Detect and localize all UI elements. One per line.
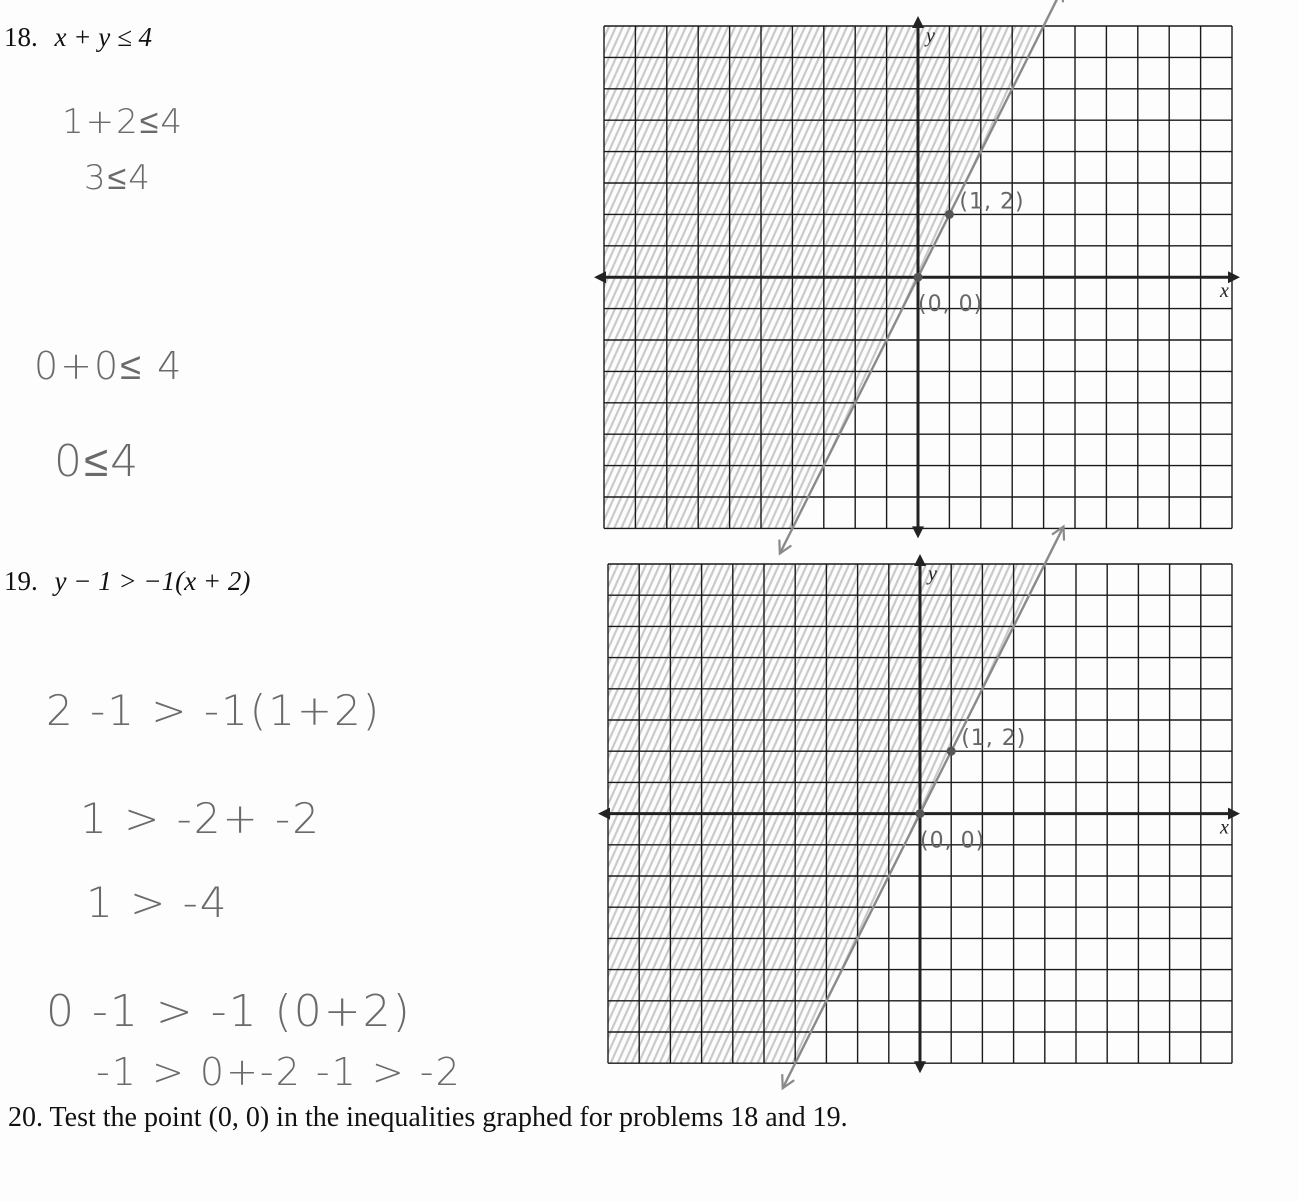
shading-stroke: [313, 26, 539, 528]
p18-work-line-1: 1+2≤4: [62, 102, 185, 142]
point-label: (0, 0): [920, 828, 986, 854]
x-axis-arrow-right: [1228, 808, 1240, 820]
shading-stroke: [376, 26, 602, 528]
x-axis-label: x: [1220, 280, 1229, 303]
shading-stroke: [0, 26, 28, 528]
shading-stroke: [306, 26, 532, 528]
y-axis-arrow-up: [914, 554, 926, 566]
shading-stroke: [1276, 564, 1299, 1063]
shading-stroke: [1258, 26, 1299, 528]
shading-stroke: [394, 564, 619, 1063]
shading-stroke: [1262, 564, 1299, 1063]
p19-work-line-5: -1 > 0+-2 -1 > -2: [96, 1050, 462, 1094]
shading-stroke: [1286, 26, 1299, 528]
shading-stroke: [180, 26, 406, 528]
graph-problem-18: [590, 0, 1230, 560]
problem-19-inequality: y − 1 > −1(x + 2): [54, 566, 251, 596]
shading-stroke: [1255, 564, 1299, 1063]
y-axis-label: y: [928, 563, 937, 585]
shading-stroke: [380, 564, 605, 1063]
shading-stroke: [222, 26, 448, 528]
p18-work-line-4: 0≤4: [54, 436, 141, 487]
shading-stroke: [152, 26, 378, 528]
shading-stroke: [1241, 564, 1299, 1063]
x-axis-label: x: [1220, 816, 1229, 839]
p18-work-line-2: 3≤4: [84, 158, 152, 198]
shading-stroke: [390, 26, 616, 528]
shading-stroke: [0, 564, 51, 1063]
shading-stroke: [1237, 26, 1299, 528]
point-label: (0, 0): [918, 292, 984, 318]
graph-problem-19: [590, 548, 1230, 1078]
shading-stroke: [215, 26, 441, 528]
shading-stroke: [0, 26, 21, 528]
shading-stroke: [1230, 26, 1299, 528]
x-axis-arrow-left: [598, 808, 610, 820]
shading-stroke: [1283, 564, 1299, 1063]
shading-stroke: [0, 26, 14, 528]
shading-stroke: [320, 26, 546, 528]
shading-stroke: [299, 26, 525, 528]
shading-stroke: [1293, 26, 1299, 528]
shading-stroke: [327, 26, 553, 528]
shading-stroke: [0, 564, 30, 1063]
shading-stroke: [0, 26, 35, 528]
shading-stroke: [341, 26, 567, 528]
shading-stroke: [166, 26, 392, 528]
shading-stroke: [362, 26, 588, 528]
shading-stroke: [387, 564, 612, 1063]
shading-stroke: [0, 564, 23, 1063]
shading-stroke: [187, 26, 413, 528]
shading-stroke: [0, 564, 2, 1063]
point-marker: [916, 809, 925, 818]
point-marker: [947, 747, 956, 756]
x-axis-arrow-left: [594, 271, 606, 283]
shading-stroke: [1279, 26, 1299, 528]
shading-stroke: [0, 564, 16, 1063]
shading-stroke: [264, 26, 490, 528]
shading-stroke: [208, 26, 434, 528]
shading-stroke: [0, 26, 7, 528]
shading-stroke: [1244, 26, 1299, 528]
problem-20-text: 20. Test the point (0, 0) in the inequalities graphed for problems 18 and 19.: [8, 1102, 848, 1133]
shading-stroke: [355, 26, 581, 528]
y-axis-arrow-down: [914, 1061, 926, 1073]
y-axis-arrow-up: [912, 16, 924, 28]
shading-stroke: [194, 26, 420, 528]
problem-18-header: [4, 22, 152, 53]
shading-stroke: [1269, 564, 1299, 1063]
shading-stroke: [0, 26, 49, 528]
shading-stroke: [1234, 564, 1299, 1063]
problem-19-header: [4, 566, 250, 597]
shading-stroke: [397, 26, 623, 528]
point-marker: [914, 273, 923, 282]
y-axis-arrow-down: [912, 526, 924, 538]
shading-stroke: [271, 26, 497, 528]
p19-work-line-3: 1 > -4: [86, 878, 229, 927]
shading-stroke: [243, 26, 469, 528]
problem-18-inequality: x + y ≤ 4: [54, 22, 153, 52]
point-label: (1, 2): [961, 726, 1027, 752]
shading-stroke: [348, 26, 574, 528]
shading-stroke: [236, 26, 462, 528]
shading-stroke: [369, 26, 595, 528]
shading-stroke: [334, 26, 560, 528]
p18-work-line-3: 0+0≤ 4: [34, 344, 184, 388]
shading-stroke: [0, 564, 44, 1063]
shading-stroke: [1251, 26, 1299, 528]
shading-stroke: [383, 26, 609, 528]
x-axis-arrow-right: [1228, 271, 1240, 283]
point-marker: [945, 210, 954, 219]
shading-stroke: [1272, 26, 1299, 528]
shading-stroke: [250, 26, 476, 528]
p19-work-line-4: 0 -1 > -1 (0+2): [46, 986, 412, 1037]
shading-stroke: [0, 26, 42, 528]
shading-stroke: [1248, 564, 1299, 1063]
shading-stroke: [0, 564, 37, 1063]
shading-stroke: [201, 26, 427, 528]
shading-stroke: [257, 26, 483, 528]
y-axis-label: y: [926, 25, 935, 47]
shading-stroke: [159, 26, 385, 528]
shading-stroke: [285, 26, 511, 528]
shading-stroke: [401, 564, 626, 1063]
p19-work-line-1: 2 -1 > -1(1+2): [46, 686, 382, 735]
shading-stroke: [278, 26, 504, 528]
shading-stroke: [1265, 26, 1299, 528]
shading-stroke: [0, 564, 9, 1063]
shading-stroke: [0, 26, 56, 528]
problem-19-number: 19.: [4, 566, 38, 596]
shading-stroke: [229, 26, 455, 528]
point-label: (1, 2): [959, 189, 1025, 215]
problem-18-number: 18.: [4, 22, 38, 52]
p19-work-line-2: 1 > -2+ -2: [80, 794, 321, 843]
shading-stroke: [292, 26, 518, 528]
shading-stroke: [1290, 564, 1299, 1063]
shading-stroke: [173, 26, 399, 528]
